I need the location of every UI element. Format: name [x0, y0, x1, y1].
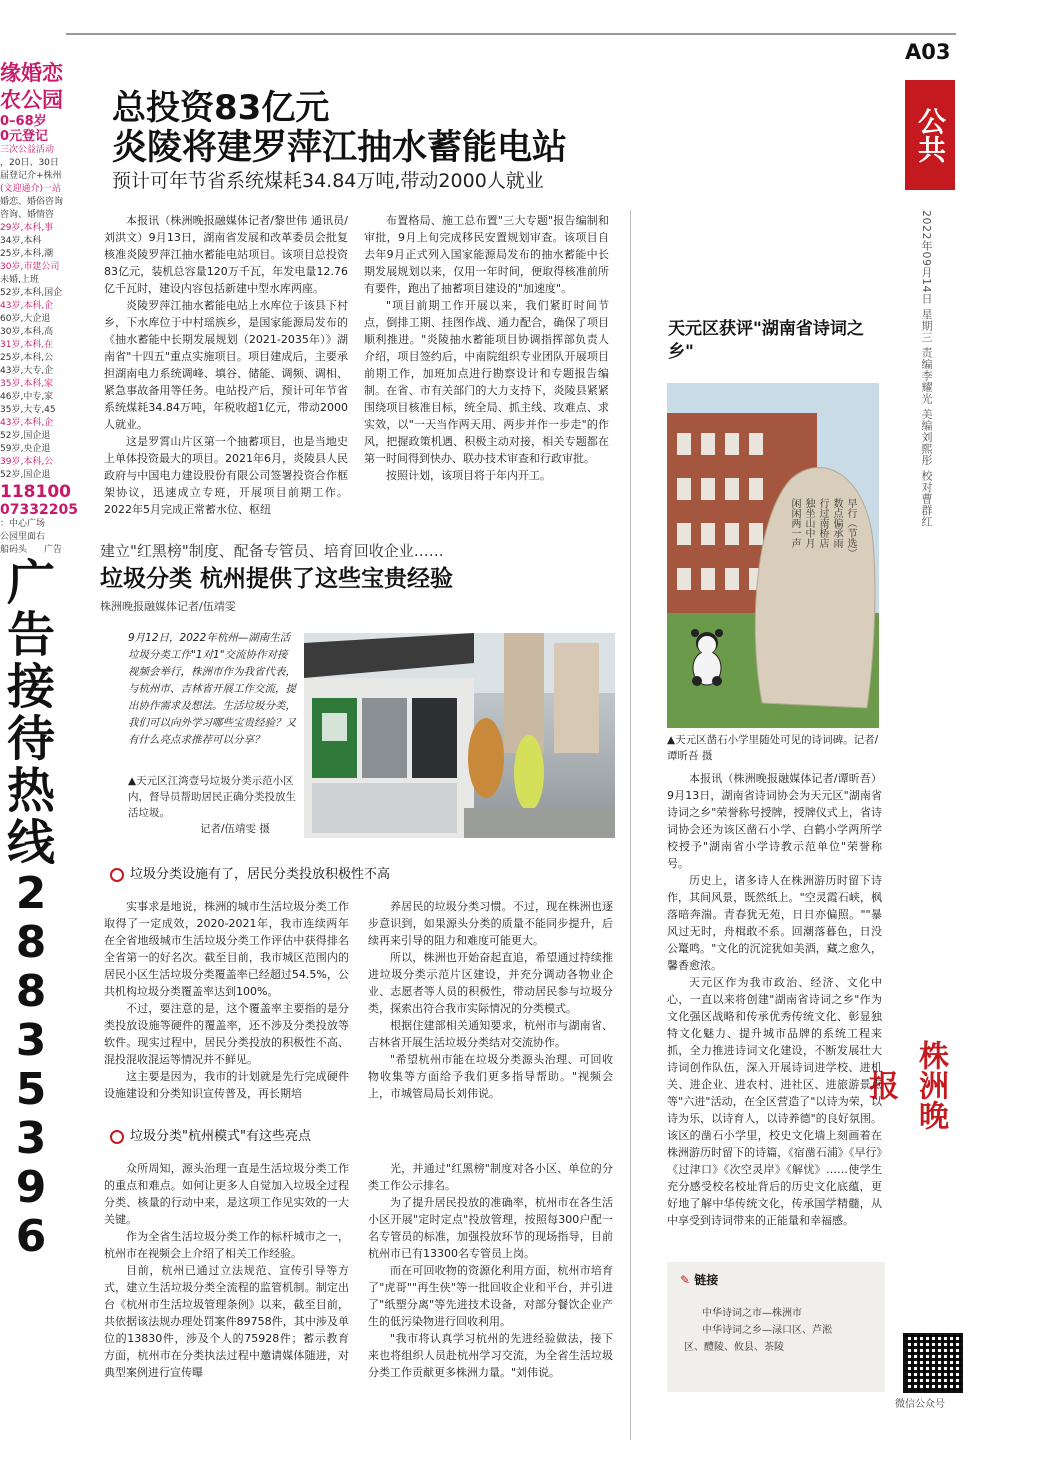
- ad-listing-line: 59岁,央企退: [0, 444, 51, 454]
- ad-listing-line: 43岁,本科,企: [0, 418, 54, 428]
- paragraph: 本报讯（株洲晚报融媒体记者/谭昕吾）9月13日，湖南省诗词协会为天元区"湖南省诗词之乡"荣誉称号授牌，授牌仪式上，省诗词协会还为该区凿石小学、白鹤小学两所学校授予"湖南省小学诗教示范单位"荣誉称号。: [667, 772, 882, 870]
- ad-listing-line: 52岁,国企退: [0, 431, 51, 441]
- ad-listing-line: 25岁,本科,潮: [0, 249, 54, 259]
- article3-photo-caption: ▲天元区凿石小学里随处可见的诗词碑。记者/谭昕吾 摄: [667, 734, 879, 762]
- ad-title-1: 缘婚恋: [0, 61, 63, 85]
- poem-stone-photo: [667, 383, 879, 728]
- ad-hotline: [0, 557, 62, 1261]
- ad-hotline-char: 接: [6, 659, 55, 715]
- ad-mark: 广告: [43, 545, 62, 555]
- sorting-station-photo: [304, 633, 615, 838]
- article2-byline: 株洲晚报融媒体记者/伍靖雯: [100, 600, 236, 613]
- subhead-1-text: 垃圾分类设施有了，居民分类投放积极性不高: [130, 867, 391, 882]
- subhead-2-text: 垃圾分类"杭州模式"有这些亮点: [130, 1129, 311, 1144]
- article3-body: [667, 770, 882, 1229]
- paragraph: 养居民的垃圾分类习惯。不过，现在株洲也逐步意识到，如果源头分类的质量不能同步提升，后续再来引导的阻力和难度可能更大。: [368, 900, 613, 947]
- sorting-station-illustration: [304, 633, 615, 838]
- paragraph: 这是罗霄山片区第一个抽蓄项目，也是当地史上单体投资最大的项目。2021年6月，炎陵县人民政府与中国电力建设股份有限公司签署投资合作框架协议，迅速成立专班，开展项目前期工作。2022年5月完成正常蓄水位、枢纽: [104, 435, 348, 516]
- ad-hotline-digit: 2: [15, 868, 47, 919]
- bullet-icon: [110, 1130, 124, 1144]
- ad-hotline-char: 线: [6, 815, 55, 871]
- bullet-icon: [110, 868, 124, 882]
- ad-phone-2: 07332205: [0, 502, 78, 518]
- ad-listing-line: ，20日、30日: [0, 158, 59, 168]
- ad-listing-line: 35岁,大专,45: [0, 405, 56, 415]
- link-line-1: 中华诗词之市—株洲市: [702, 1308, 802, 1319]
- paragraph: 众所周知，源头治理一直是生活垃圾分类工作的重点和难点。如何让更多人自觉加入垃圾全过程分类、核量的行动中来，是这项工作见实效的一大关键。: [104, 1162, 349, 1226]
- ad-hotline-char: 告: [6, 607, 55, 663]
- ad-listing-line: 婚恋、婚俗咨询: [0, 197, 64, 207]
- dateline: 2022年09月14日 星期三 责编李耀光 美编刘熙彤 校对曹群红: [920, 210, 933, 528]
- paragraph: 而在可回收物的资源化利用方面，杭州市培育了"虎哥""再生侠"等一批回收企业和平台，并引进了"纸塑分离"等先进技术设备，对部分餐饮企业产生的低污染物进行回收利用。: [368, 1264, 613, 1328]
- ad-phone-1: 118100: [0, 482, 71, 502]
- ad-hotline-char: 热: [6, 763, 55, 819]
- link-line-3: 区、醴陵、攸县、茶陵: [684, 1342, 784, 1353]
- top-rule: [66, 33, 956, 35]
- link-tag: [680, 1271, 718, 1288]
- ad-listing-line: 34岁,本科: [0, 236, 42, 246]
- article2-intro: 9月12日，2022年杭州—湖南生活垃圾分类工作"1对1"交流协作对接视频会举行，株洲市作为我省代表，与杭州市、吉林省开展工作交流，提出协作需求及想法。生活垃圾分类，我们可以向外学习哪些宝贵经验？又有什么亮点求推荐可以分享？: [128, 632, 296, 746]
- ad-title-2: 农公园: [0, 88, 63, 112]
- paragraph: 所以，株洲也开始奋起直追，希望通过持续推进垃圾分类示范片区建设，并充分调动各物业企业、志愿者等人员的积极性，带动居民参与垃圾分类，探索出符合我市实际情况的分类模式。: [368, 951, 613, 1015]
- paragraph: "项目前期工作开展以来，我们紧盯时间节点，倒排工期、挂图作战、通力配合，确保了项目顺利推进。"炎陵抽水蓄能项目协调指挥部负责人介绍，项目签约后，中南院组织专业团队开展项目前期工作，加班加点进行勘察设计和专题报告编制。在省、市有关部门的大力支持下，炎陵县紧紧围绕项目核准目标，统全局、抓主线、攻难点、求实效，以"一天当作两天用、两步并作一步走"的作风，把握政策机遇、积极主动对接，相关专题都在第一时间得到快办、联办技术审查和行政审批。: [364, 299, 609, 465]
- rock-poem-line: 独坐山中月: [803, 498, 814, 548]
- photo-caption: ▲天元区江湾壹号垃圾分类示范小区内，督导员帮助居民正确分类投放生活垃圾。: [128, 775, 296, 819]
- qr-code[interactable]: [903, 1333, 963, 1393]
- ad-listing-line: 30岁,本科,高: [0, 327, 54, 337]
- ad-listing-line: 咨询、婚情咨: [0, 210, 55, 220]
- ad-listing-line: 52岁,本科,国企: [0, 288, 63, 298]
- subhead-1: [110, 863, 390, 882]
- paragraph: "我市将认真学习杭州的先进经验做法，接下来也将组织人员赴杭州学习交流，为全省生活垃圾分类工作贡献更多株洲力量。"刘伟说。: [368, 1332, 613, 1379]
- headline-subtitle: 预计可年节省系统煤耗34.84万吨,带动2000人就业: [112, 170, 544, 192]
- paragraph: 不过，要注意的是，这个覆盖率主要指的是分类投放设施等硬件的覆盖率，还不涉及分类投放等软件。现实过程中，居民分类投放的积极性不高、混投混收混运等情况并不鲜见。: [104, 1002, 349, 1066]
- ad-age: 0–68岁: [0, 114, 47, 129]
- photo-credit: 记者/伍靖雯 摄: [200, 823, 270, 835]
- ad-listing-line: 43岁,本科,企: [0, 301, 54, 311]
- paragraph: 这主要是因为，我市的计划就是先行完成硬件设施建设和分类知识宣传普及，再长期培: [104, 1070, 349, 1100]
- ad-listing-line: (文迎通介)一站: [0, 184, 62, 194]
- ad-hotline-digit: 8: [15, 966, 47, 1017]
- paragraph: 作为全省生活垃圾分类工作的标杆城市之一，杭州市在视频会上介绍了相关工作经验。: [104, 1230, 349, 1260]
- qr-label: 微信公众号: [895, 1399, 945, 1410]
- section2-column-1: [104, 898, 349, 1102]
- paragraph: 目前，杭州已通过立法规范、宣传引导等方式，建立生活垃圾分类全流程的监管机制。制定出台《杭州市生活垃圾管理条例》以来，截至目前，共依据该法规办理处罚案件89758件，其中涉及单位的13830件，涉及个人的75928件；蓄示教育方面，杭州市在分类执法过程中邀请媒体随进，对典型案例进行宣传曝: [104, 1264, 349, 1379]
- pen-icon: ✎: [680, 1273, 695, 1287]
- ad-listing-line: 46岁,中专,家: [0, 392, 54, 402]
- ad-hotline-digit: 9: [15, 1162, 47, 1213]
- page-number: A03: [905, 40, 951, 64]
- ad-listing-line: 31岁,本科,在: [0, 340, 54, 350]
- advertisement-strip: [0, 60, 78, 1452]
- rock-poem-line: 行过南桥店: [817, 498, 828, 548]
- paragraph: 光，并通过"红黑榜"制度对各小区、单位的分类工作公示排名。: [368, 1162, 613, 1192]
- subhead-2: [110, 1125, 311, 1144]
- ad-address-1: ：中心广场: [0, 519, 46, 529]
- article3-title: 天元区获评"湖南省诗词之乡": [668, 319, 864, 362]
- article2-title: 垃圾分类 杭州提供了这些宝贵经验: [100, 566, 454, 592]
- ad-address-3: 船码头: [0, 545, 28, 555]
- ad-listing-line: 未婚,上班: [0, 275, 39, 285]
- rock-poem-line: 数点偏承雨: [831, 498, 842, 548]
- section2-column-2: [368, 898, 613, 1102]
- paper-name: 株洲晚报: [905, 1040, 955, 1130]
- paragraph: 历史上，诸多诗人在株洲游历时留下诗作，其间风景，既然纸上。"空灵霞石峡，枫落暗奔湍。青春犹无苑，日日亦偏照。""暴风过无时，舟楫敢不系。回潮落暮色，日没公鼍鸣。"文化的沉淀犹如美酒，藏之愈久，馨香愈浓。: [667, 874, 882, 972]
- column-divider: [630, 210, 631, 1440]
- ad-listing-line: 30岁,市建公司: [0, 262, 60, 272]
- section-tab: 公共: [905, 80, 955, 190]
- ad-registration: 0元登记: [0, 129, 49, 144]
- paragraph: 实事求是地说，株洲的城市生活垃圾分类工作取得了一定成效，2020-2021年，我市连续两年在全省地级城市生活垃圾分类工作评估中获得排名全省第一的好名次。截至目前，我市城区范围内的居民小区生活垃圾分类覆盖率已经超过54.5%，公共机构垃圾分类覆盖率达到100%。: [104, 900, 349, 998]
- article2-kicker: 建立"红黑榜"制度、配备专管员、培育回收企业……: [100, 542, 444, 560]
- ad-hotline-char: 广: [6, 555, 55, 611]
- paragraph: 为了提升居民投放的准确率，杭州市在各生活小区开展"定时定点"投放管理，按照每300户配一名专管员的标准，加强投放环节的现场指导，目前杭州市已有13300名专管员上岗。: [368, 1196, 613, 1260]
- rock-poem: [787, 498, 857, 558]
- ad-listing: [0, 144, 62, 482]
- ad-address-2: 公园里面右: [0, 532, 46, 542]
- paragraph: 本报讯（株洲晚报融媒体记者/黎世伟 通讯员/刘洪文）9月13日，湖南省发展和改革委员会批复核准炎陵罗萍江抽水蓄能电站项目。该项目总投资83亿元，装机总容量120万千瓦，年发电量12.76亿千瓦时，建设内容包括新建中型水库两座。: [104, 214, 348, 295]
- ad-hotline-digit: 3: [15, 1113, 47, 1164]
- paragraph: 根据住建部相关通知要求，杭州市与湖南省、吉林省开展生活垃圾分类结对交流协作。: [368, 1019, 613, 1049]
- paragraph: 天元区作为我市政治、经济、文化中心，一直以来将创建"湖南省诗词之乡"作为文化强区战略和传承优秀传统文化、彰显独特文化魅力、提升城市品牌的系统工程来抓，全力推进诗词文化建设，不断发展壮大诗词创作队伍，深入开展诗词进学校、进机关、进企业、进农村、进社区、进旅游景点等"六进"活动，在全区营造了"以诗为荣，以诗为乐，以诗育人，以诗养德"的良好氛围。该区的凿石小学里，校史文化墙上刻画着在株洲游历时留下的诗篇，《宿凿石浦》《早行》《过津口》《次空灵岸》《解忧》……使学生充分感受校名校址背后的历史文化底蕴，更好地了解中华传统文化，传承国学精髓，从中享受到诗词带来的正能量和幸福感。: [667, 976, 882, 1227]
- section3-column-1: [104, 1160, 349, 1381]
- ad-hotline-digit: 5: [15, 1064, 47, 1115]
- ad-hotline-digit: 6: [15, 1211, 47, 1262]
- headline-line-1: 总投资83亿元: [112, 88, 330, 128]
- ad-listing-line: 39岁,本科,公: [0, 457, 54, 467]
- paragraph: "希望杭州市能在垃圾分类源头治理、可回收物收集等方面给予我们更多指导帮助。"视频会上，市城管局局长刘伟说。: [368, 1053, 613, 1100]
- ad-hotline-digit: 8: [15, 917, 47, 968]
- ad-listing-line: 25岁,本科,公: [0, 353, 54, 363]
- paragraph: 布置格局、施工总布置"三大专题"报告编制和审批，9月上旬完成移民安置规划审查。该项目自去年9月正式列入国家能源局发布的抽水蓄能中长期发展规划以来，仅用一年时间，便取得核准前所有要件，跑出了抽蓄项目建设的"加速度"。: [364, 214, 609, 295]
- ad-listing-line: 29岁,本科,事: [0, 223, 54, 233]
- ad-listing-line: 三次公益活动: [0, 145, 55, 155]
- ad-listing-line: 43岁,大专,企: [0, 366, 54, 376]
- article1-column-2: [364, 212, 609, 484]
- paragraph: 按照计划，该项目将于年内开工。: [386, 469, 551, 482]
- link-tag-label: 链接: [694, 1273, 719, 1287]
- ad-listing-line: 52岁,国企退: [0, 470, 51, 480]
- rock-poem-line: 早行（节选）: [845, 498, 856, 558]
- link-line-2: 中华诗词之乡—渌口区、芦淞: [702, 1325, 832, 1336]
- headline-line-2: 炎陵将建罗萍江抽水蓄能电站: [112, 128, 568, 168]
- section3-column-2: [368, 1160, 613, 1381]
- rock-poem-line: 闲闲两一声: [789, 498, 800, 548]
- article1-column-1: [104, 212, 348, 518]
- ad-listing-line: 届登记介+株州: [0, 171, 62, 181]
- ad-hotline-digit: 3: [15, 1015, 47, 1066]
- ad-hotline-char: 待: [6, 711, 55, 767]
- paragraph: 炎陵罗萍江抽水蓄能电站上水库位于该县下村乡，下水库位于中村瑶族乡，是国家能源局发布的《抽水蓄能中长期发展规划（2021-2035年）》湖南省"十四五"重点实施项目。项目建成后，主要承担湖南电力系统调峰、填谷、储能、调频、调相、紧急事故备用等任务。电站投产后，预计可年节省系统煤耗34.84万吨，年税收超1亿元，带动2000人就业。: [104, 299, 348, 431]
- ad-listing-line: 35岁,本科,家: [0, 379, 54, 389]
- ad-listing-line: 60岁,大企退: [0, 314, 51, 324]
